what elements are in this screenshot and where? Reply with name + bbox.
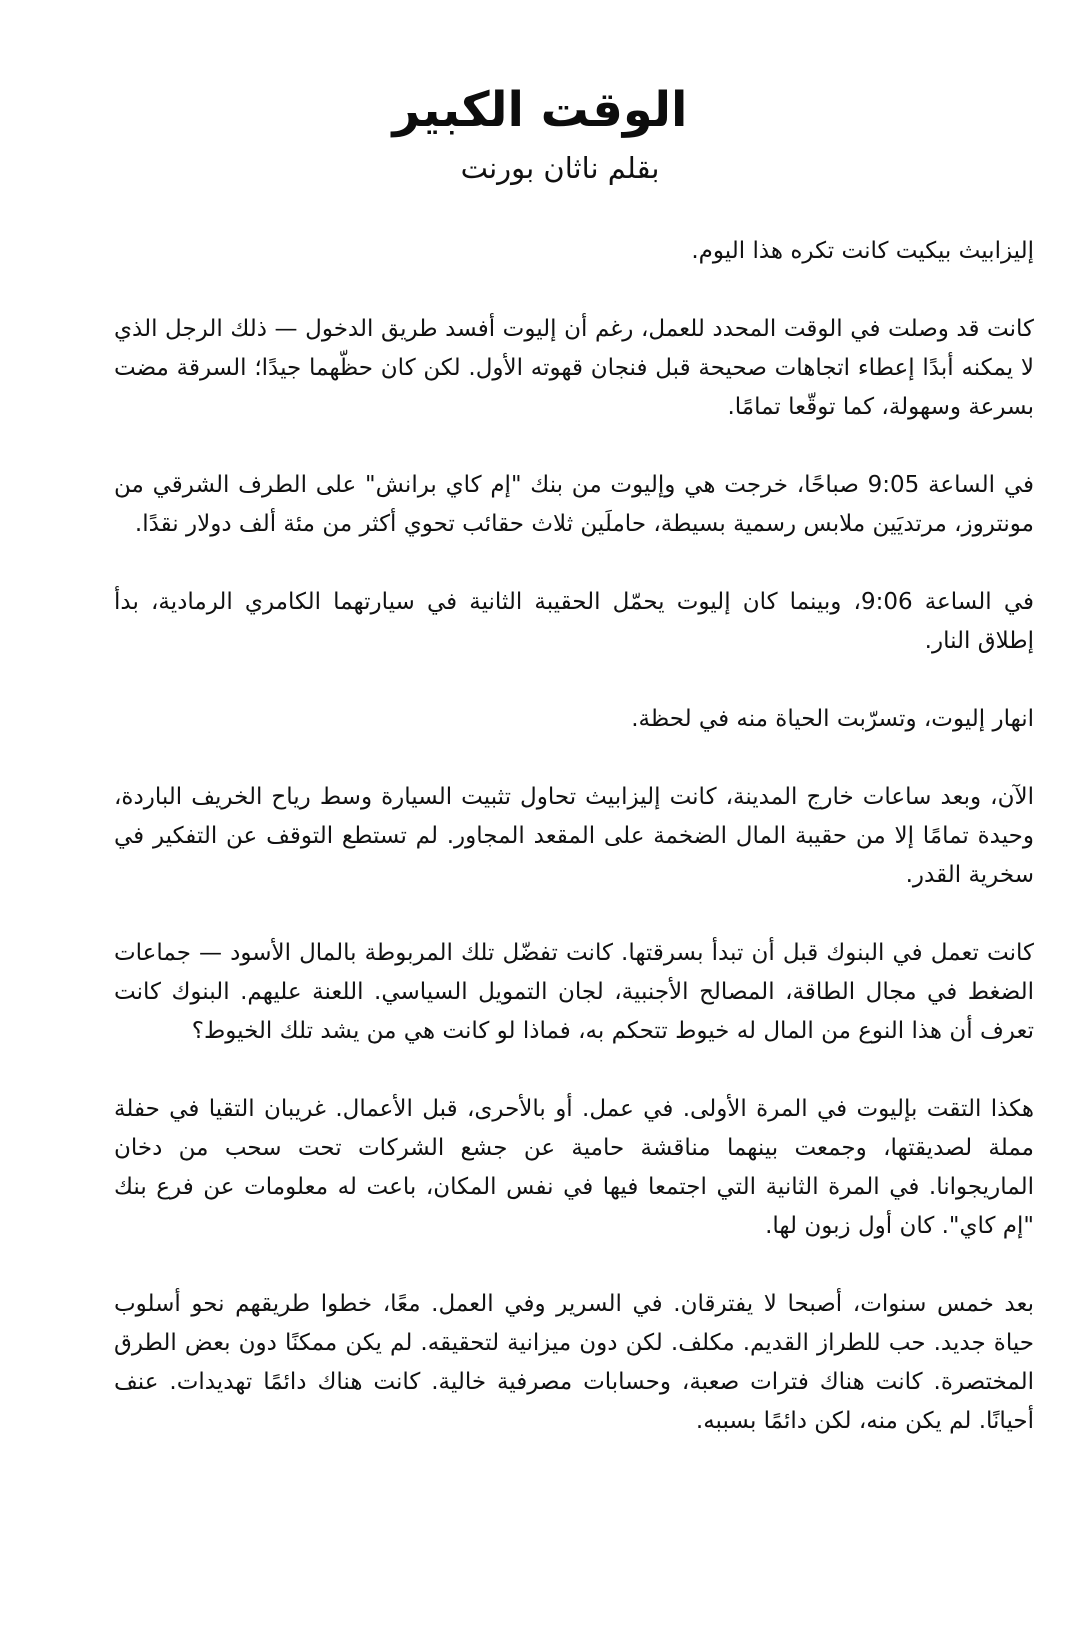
paragraph: إليزابيث بيكيت كانت تكره هذا اليوم. [691, 238, 1034, 264]
paragraph: كانت تعمل في البنوك قبل أن تبدأ بسرقتها. كانت تفضّل تلك المربوطة بالمال الأسود — جماعات الضغط في مجال الطاقة، المصالح الأجنبية، لجان التمويل السياسي. اللعنة عليهم. البنوك كانت تعرف أن هذا النوع من المال له خيوط تتحكم به، فماذا لو كانت هي من يشد تلك الخيوط؟ [114, 940, 1034, 1044]
paragraph: انهار إليوت، وتسرّبت الحياة منه في لحظة. [631, 706, 1034, 732]
paragraph: في الساعة 9:05 صباحًا، خرجت هي وإليوت من بنك "إم كاي برانش" على الطرف الشرقي من مونتروز، مرتديَين ملابس رسمية بسيطة، حاملَين ثلاث حقائب تحوي أكثر من مئة ألف دولار نقدًا. [114, 472, 1034, 537]
paragraph: بعد خمس سنوات، أصبحا لا يفترقان. في السرير وفي العمل. معًا، خطوا طريقهم نحو أسلوب حياة جديد. حب للطراز القديم. مكلف. لكن دون ميزانية لتحقيقه. لم يكن ممكنًا دون بعض الطرق المختصرة. كانت هناك فترات صعبة، وحسابات مصرفية خالية. كانت هناك دائمًا تهديدات. عنف أحيانًا. لم يكن منه، لكن دائمًا بسببه. [114, 1291, 1034, 1434]
story-byline: بقلم ناثان بورنت [460, 151, 660, 185]
story-title: الوقت الكبير [392, 82, 688, 138]
story-body [114, 232, 1034, 1480]
paragraph: في الساعة 9:06، وبينما كان إليوت يحمّل الحقيبة الثانية في سيارتهما الكامري الرمادية، بدأ إطلاق النار. [114, 589, 1034, 654]
paragraph: الآن، وبعد ساعات خارج المدينة، كانت إليزابيث تحاول تثبيت السيارة وسط رياح الخريف الباردة، وحيدة تمامًا إلا من حقيبة المال الضخمة على المقعد المجاور. لم تستطع التوقف عن التفكير في سخرية القدر. [114, 784, 1034, 888]
paragraph: هكذا التقت بإليوت في المرة الأولى. في عمل. أو بالأحرى، قبل الأعمال. غريبان التقيا في حفلة مملة لصديقتها، وجمعت بينهما مناقشة حامية عن جشع الشركات تحت سحب من دخان الماريجوانا. في المرة الثانية التي اجتمعا فيها في نفس المكان، باعت له معلومات عن فرع بنك "إم كاي". كان أول زبون لها. [114, 1096, 1034, 1239]
paragraph: كانت قد وصلت في الوقت المحدد للعمل، رغم أن إليوت أفسد طريق الدخول — ذلك الرجل الذي لا يمكنه أبدًا إعطاء اتجاهات صحيحة قبل فنجان قهوته الأول. لكن كان حظّهما جيدًا؛ السرقة مضت بسرعة وسهولة، كما توقّعا تمامًا. [114, 316, 1034, 420]
